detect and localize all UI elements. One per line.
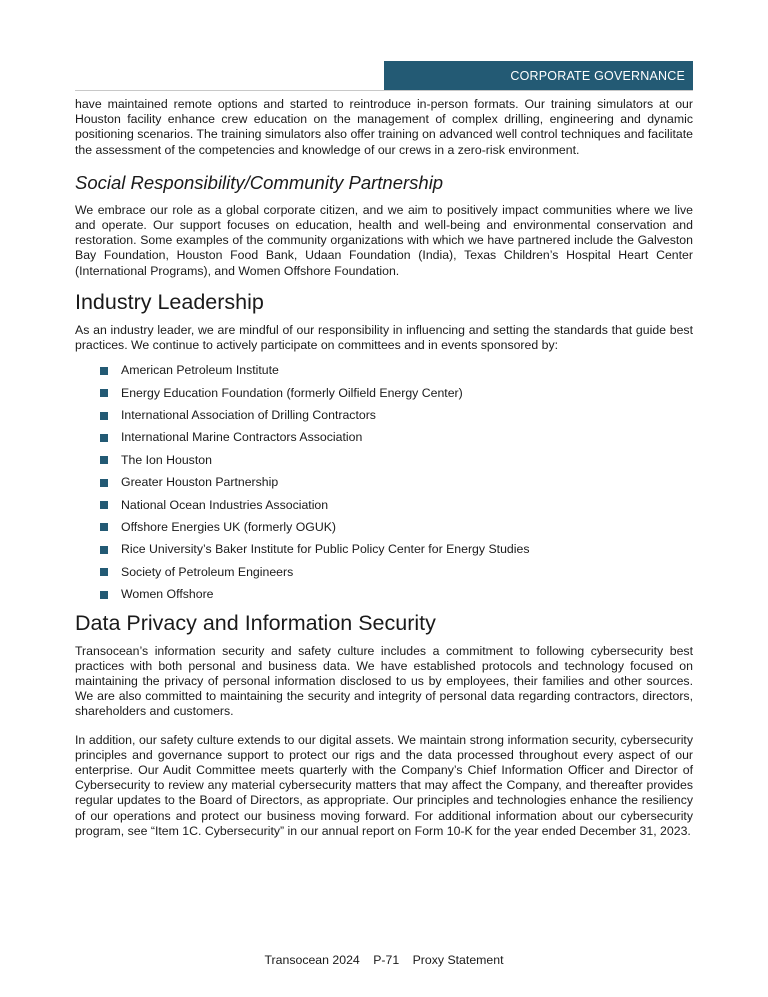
list-item: Women Offshore — [100, 587, 693, 602]
footer-page-number: P-71 — [373, 953, 400, 967]
square-bullet-icon — [100, 389, 108, 397]
square-bullet-icon — [100, 456, 108, 464]
social-heading: Social Responsibility/Community Partnership — [75, 171, 444, 193]
privacy-paragraph-2: In addition, our safety culture extends to our digital assets. We maintain strong information security, cybersecurity principles and governance support to protect our rigs and the data processed throughout every aspect of our enterprise. Our Audit Committee meets quarterly with the Company’s Chief Information Officer and Director of Cybersecurity to review any material cybersecurity matters that may affect the Company, and thereafter provides regular updates to the Board of Directors, as appropriate. Our principles and technologies enhance the resiliency of our operations and protect our business moving forward. For additional information about our cybersecurity program, see “Item 1C. Cybersecurity” in our annual report on Form 10-K for the year ended December 31, 2023. — [75, 732, 693, 838]
list-item: International Marine Contractors Association — [100, 430, 693, 445]
square-bullet-icon — [100, 568, 108, 576]
list-item: Greater Houston Partnership — [100, 475, 693, 490]
square-bullet-icon — [100, 501, 108, 509]
list-item: International Association of Drilling Contractors — [100, 408, 693, 423]
social-paragraph: We embrace our role as a global corporate citizen, and we aim to positively impact communities where we live and operate. Our support focuses on education, health and well-being and environmental conservation and restoration. Some examples of the community organizations with which we have partnered include the Galveston Bay Foundation, Houston Food Bank, Udaan Foundation (India), Texas Children’s Hospital Heart Center (International Programs), and Women Offshore Foundation. — [75, 202, 693, 278]
square-bullet-icon — [100, 479, 108, 487]
privacy-heading: Data Privacy and Information Security — [75, 610, 436, 635]
header-divider — [75, 90, 693, 91]
square-bullet-icon — [100, 523, 108, 531]
square-bullet-icon — [100, 546, 108, 554]
intro-paragraph: have maintained remote options and started to reintroduce in-person formats. Our training simulators at our Houston facility enhance crew education on the management of complex drilling, engineering and dynamic positioning scenarios. The training simulators also offer training on advanced well control techniques and facilitate the assessment of the competencies and knowledge of our crews in a zero-risk environment. — [75, 97, 693, 157]
page-content — [75, 97, 693, 839]
page-footer — [0, 953, 768, 967]
industry-paragraph: As an industry leader, we are mindful of our responsibility in influencing and setting the standards that guide best practices. We continue to actively participate on committees and in events sponsored by: — [75, 322, 693, 353]
list-item: Energy Education Foundation (formerly Oilfield Energy Center) — [100, 386, 693, 401]
square-bullet-icon — [100, 591, 108, 599]
section-label: CORPORATE GOVERNANCE — [510, 68, 685, 83]
list-item: Rice University’s Baker Institute for Public Policy Center for Energy Studies — [100, 542, 693, 557]
square-bullet-icon — [100, 367, 108, 375]
industry-organizations-list — [75, 363, 693, 602]
industry-heading: Industry Leadership — [75, 289, 264, 314]
square-bullet-icon — [100, 412, 108, 420]
list-item: Offshore Energies UK (formerly OGUK) — [100, 520, 693, 535]
section-header-band — [384, 61, 693, 90]
list-item: The Ion Houston — [100, 453, 693, 468]
footer-document: Proxy Statement — [412, 953, 504, 967]
footer-company: Transocean 2024 — [264, 953, 360, 967]
list-item: Society of Petroleum Engineers — [100, 565, 693, 580]
list-item: National Ocean Industries Association — [100, 498, 693, 513]
privacy-paragraph-1: Transocean’s information security and safety culture includes a commitment to following cybersecurity best practices with both personal and business data. We have established protocols and technology focused on maintaining the privacy of personal information disclosed to us by employees, their families and other sources. We are also committed to maintaining the security and integrity of personal data regarding contractors, directors, shareholders and customers. — [75, 643, 693, 719]
square-bullet-icon — [100, 434, 108, 442]
list-item: American Petroleum Institute — [100, 363, 693, 378]
